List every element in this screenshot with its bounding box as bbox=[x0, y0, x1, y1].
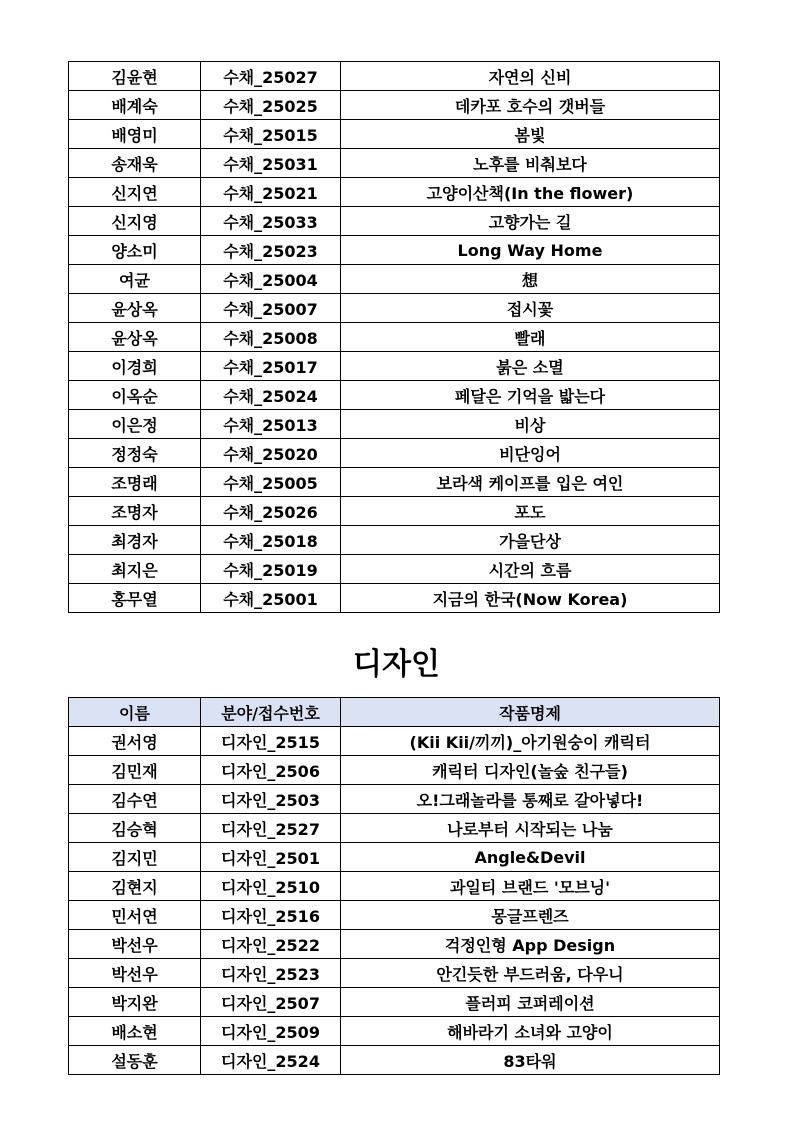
cell-title: (Kii Kii/끼끼)_아기원숭이 캐릭터 bbox=[341, 727, 720, 756]
table-row bbox=[69, 930, 720, 959]
cell-code: 수채_25020 bbox=[201, 439, 341, 468]
header-field-code: 분야/접수번호 bbox=[201, 698, 341, 727]
section-title-design: 디자인 bbox=[353, 647, 440, 682]
table-row bbox=[69, 410, 720, 439]
table-row bbox=[69, 497, 720, 526]
cell-title: 걱정인형 App Design bbox=[341, 930, 720, 959]
cell-title: 보라색 케이프를 입은 여인 bbox=[341, 468, 720, 497]
cell-title: 봄빛 bbox=[341, 120, 720, 149]
table-row bbox=[69, 785, 720, 814]
cell-code: 수채_25008 bbox=[201, 323, 341, 352]
design-table bbox=[68, 697, 720, 1075]
cell-title: 오!그래놀라를 통째로 갈아넣다! bbox=[341, 785, 720, 814]
cell-code: 수채_25031 bbox=[201, 149, 341, 178]
cell-code: 수채_25025 bbox=[201, 91, 341, 120]
table-row bbox=[69, 988, 720, 1017]
table-row bbox=[69, 468, 720, 497]
table-row bbox=[69, 1046, 720, 1075]
cell-title: 과일티 브랜드 '모브닝' bbox=[341, 872, 720, 901]
cell-code: 수채_25019 bbox=[201, 555, 341, 584]
cell-name: 민서연 bbox=[69, 901, 201, 930]
cell-name: 조명래 bbox=[69, 468, 201, 497]
cell-title: 페달은 기억을 밟는다 bbox=[341, 381, 720, 410]
cell-code: 수채_25023 bbox=[201, 236, 341, 265]
cell-name: 배영미 bbox=[69, 120, 201, 149]
cell-code: 디자인_2506 bbox=[201, 756, 341, 785]
cell-name: 이경희 bbox=[69, 352, 201, 381]
cell-title: 캐릭터 디자인(놀숲 친구들) bbox=[341, 756, 720, 785]
cell-title: 붉은 소멸 bbox=[341, 352, 720, 381]
table-row bbox=[69, 91, 720, 120]
table-row bbox=[69, 959, 720, 988]
header-work-title: 작품명제 bbox=[341, 698, 720, 727]
cell-name: 배소현 bbox=[69, 1017, 201, 1046]
cell-name: 송재욱 bbox=[69, 149, 201, 178]
cell-name: 이옥순 bbox=[69, 381, 201, 410]
cell-code: 디자인_2501 bbox=[201, 843, 341, 872]
table-row bbox=[69, 814, 720, 843]
table-row bbox=[69, 727, 720, 756]
cell-title: 해바라기 소녀와 고양이 bbox=[341, 1017, 720, 1046]
cell-title: 안긴듯한 부드러움, 다우니 bbox=[341, 959, 720, 988]
cell-name: 정정숙 bbox=[69, 439, 201, 468]
cell-title: 비단잉어 bbox=[341, 439, 720, 468]
cell-code: 디자인_2527 bbox=[201, 814, 341, 843]
table-row bbox=[69, 236, 720, 265]
cell-title: 가을단상 bbox=[341, 526, 720, 555]
cell-code: 수채_25024 bbox=[201, 381, 341, 410]
cell-code: 디자인_2522 bbox=[201, 930, 341, 959]
cell-title: 고양이산책(In the flower) bbox=[341, 178, 720, 207]
cell-name: 배계숙 bbox=[69, 91, 201, 120]
cell-name: 설동훈 bbox=[69, 1046, 201, 1075]
watercolor-table-body bbox=[69, 62, 720, 613]
table-row bbox=[69, 352, 720, 381]
table-row bbox=[69, 294, 720, 323]
cell-name: 김지민 bbox=[69, 843, 201, 872]
cell-code: 디자인_2515 bbox=[201, 727, 341, 756]
cell-title: 83타워 bbox=[341, 1046, 720, 1075]
cell-title: Angle&Devil bbox=[341, 843, 720, 872]
cell-title: 想 bbox=[341, 265, 720, 294]
cell-code: 수채_25027 bbox=[201, 62, 341, 91]
cell-code: 수채_25017 bbox=[201, 352, 341, 381]
cell-code: 디자인_2503 bbox=[201, 785, 341, 814]
cell-name: 박지완 bbox=[69, 988, 201, 1017]
design-table-header bbox=[69, 698, 720, 727]
cell-code: 디자인_2524 bbox=[201, 1046, 341, 1075]
table-row bbox=[69, 265, 720, 294]
cell-title: 접시꽃 bbox=[341, 294, 720, 323]
table-row bbox=[69, 439, 720, 468]
cell-code: 수채_25007 bbox=[201, 294, 341, 323]
cell-name: 여균 bbox=[69, 265, 201, 294]
cell-name: 최지은 bbox=[69, 555, 201, 584]
cell-code: 수채_25005 bbox=[201, 468, 341, 497]
cell-name: 신지연 bbox=[69, 178, 201, 207]
cell-name: 이은정 bbox=[69, 410, 201, 439]
cell-code: 수채_25015 bbox=[201, 120, 341, 149]
table-row bbox=[69, 526, 720, 555]
design-table-body bbox=[69, 727, 720, 1075]
table-row bbox=[69, 1017, 720, 1046]
table-row bbox=[69, 381, 720, 410]
cell-name: 김현지 bbox=[69, 872, 201, 901]
cell-name: 김윤현 bbox=[69, 62, 201, 91]
cell-code: 수채_25026 bbox=[201, 497, 341, 526]
cell-title: 자연의 신비 bbox=[341, 62, 720, 91]
cell-title: 몽글프렌즈 bbox=[341, 901, 720, 930]
table-row bbox=[69, 178, 720, 207]
cell-title: 플러피 코퍼레이션 bbox=[341, 988, 720, 1017]
table-row bbox=[69, 584, 720, 613]
table-row bbox=[69, 756, 720, 785]
cell-title: 고향가는 길 bbox=[341, 207, 720, 236]
cell-code: 수채_25018 bbox=[201, 526, 341, 555]
cell-code: 디자인_2509 bbox=[201, 1017, 341, 1046]
cell-code: 디자인_2523 bbox=[201, 959, 341, 988]
table-row bbox=[69, 207, 720, 236]
watercolor-table bbox=[68, 61, 720, 613]
cell-code: 디자인_2516 bbox=[201, 901, 341, 930]
cell-title: 포도 bbox=[341, 497, 720, 526]
cell-name: 박선우 bbox=[69, 930, 201, 959]
cell-name: 신지영 bbox=[69, 207, 201, 236]
cell-name: 윤상옥 bbox=[69, 323, 201, 352]
cell-code: 디자인_2507 bbox=[201, 988, 341, 1017]
table-row bbox=[69, 120, 720, 149]
cell-name: 최경자 bbox=[69, 526, 201, 555]
cell-code: 수채_25001 bbox=[201, 584, 341, 613]
cell-code: 수채_25033 bbox=[201, 207, 341, 236]
table-row bbox=[69, 843, 720, 872]
cell-title: 지금의 한국(Now Korea) bbox=[341, 584, 720, 613]
table-row bbox=[69, 555, 720, 584]
table-row bbox=[69, 901, 720, 930]
cell-name: 박선우 bbox=[69, 959, 201, 988]
header-name: 이름 bbox=[69, 698, 201, 727]
cell-name: 권서영 bbox=[69, 727, 201, 756]
cell-title: 비상 bbox=[341, 410, 720, 439]
cell-name: 김수연 bbox=[69, 785, 201, 814]
cell-title: 빨래 bbox=[341, 323, 720, 352]
cell-name: 김민재 bbox=[69, 756, 201, 785]
cell-title: Long Way Home bbox=[341, 236, 720, 265]
cell-title: 시간의 흐름 bbox=[341, 555, 720, 584]
cell-title: 노후를 비춰보다 bbox=[341, 149, 720, 178]
cell-code: 수채_25021 bbox=[201, 178, 341, 207]
cell-name: 홍무열 bbox=[69, 584, 201, 613]
cell-name: 양소미 bbox=[69, 236, 201, 265]
cell-name: 김승혁 bbox=[69, 814, 201, 843]
table-row bbox=[69, 149, 720, 178]
cell-title: 데카포 호수의 갯버들 bbox=[341, 91, 720, 120]
cell-name: 조명자 bbox=[69, 497, 201, 526]
cell-name: 윤상옥 bbox=[69, 294, 201, 323]
table-header-row bbox=[69, 698, 720, 727]
cell-code: 디자인_2510 bbox=[201, 872, 341, 901]
table-row bbox=[69, 62, 720, 91]
cell-code: 수채_25013 bbox=[201, 410, 341, 439]
cell-code: 수채_25004 bbox=[201, 265, 341, 294]
table-row bbox=[69, 323, 720, 352]
table-row bbox=[69, 872, 720, 901]
cell-title: 나로부터 시작되는 나눔 bbox=[341, 814, 720, 843]
